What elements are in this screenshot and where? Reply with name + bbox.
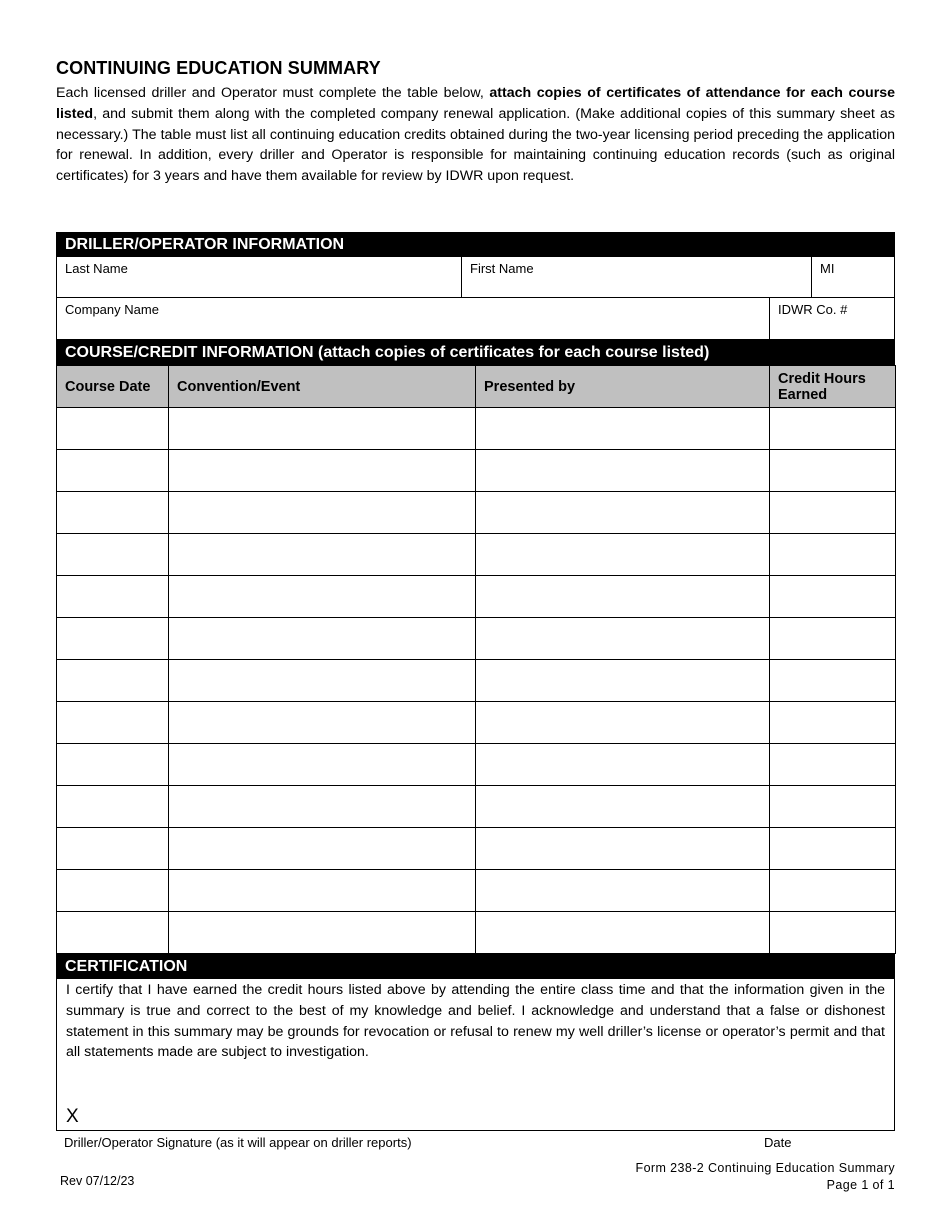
certification-section-header: CERTIFICATION <box>56 954 895 979</box>
certification-box <box>56 979 895 1131</box>
intro-text-1: Each licensed driller and Operator must complete the table below, <box>56 85 490 101</box>
table-row <box>57 492 896 534</box>
first-name-field[interactable] <box>462 257 812 297</box>
presented-by-cell[interactable] <box>476 576 770 618</box>
convention-event-cell[interactable] <box>169 744 476 786</box>
company-name-field[interactable] <box>57 298 770 339</box>
presented-by-cell[interactable] <box>476 702 770 744</box>
course-date-cell[interactable] <box>57 828 169 870</box>
table-row <box>57 786 896 828</box>
convention-event-cell[interactable] <box>169 492 476 534</box>
presented-by-cell[interactable] <box>476 828 770 870</box>
convention-event-cell[interactable] <box>169 660 476 702</box>
last-name-label: Last Name <box>65 261 128 276</box>
table-row <box>57 660 896 702</box>
presented-by-cell[interactable] <box>476 534 770 576</box>
driller-info-box <box>56 257 895 340</box>
convention-event-cell[interactable] <box>169 408 476 450</box>
idwr-co-label: IDWR Co. # <box>778 302 848 317</box>
course-date-cell[interactable] <box>57 450 169 492</box>
idwr-co-field[interactable] <box>770 298 894 339</box>
presented-by-cell[interactable] <box>476 744 770 786</box>
course-date-cell[interactable] <box>57 408 169 450</box>
convention-event-cell[interactable] <box>169 912 476 954</box>
presented-by-cell[interactable] <box>476 408 770 450</box>
credit-hours-cell[interactable] <box>770 660 896 702</box>
credit-hours-cell[interactable] <box>770 870 896 912</box>
credit-hours-cell[interactable] <box>770 492 896 534</box>
convention-event-cell[interactable] <box>169 786 476 828</box>
course-table-header <box>57 366 896 408</box>
company-row <box>57 298 894 339</box>
table-row <box>57 408 896 450</box>
credit-hours-header: Credit Hours Earned <box>770 366 896 408</box>
table-row <box>57 702 896 744</box>
date-label: Date <box>764 1135 792 1150</box>
course-date-cell[interactable] <box>57 618 169 660</box>
course-date-cell[interactable] <box>57 660 169 702</box>
course-date-cell[interactable] <box>57 786 169 828</box>
table-row <box>57 870 896 912</box>
last-name-field[interactable] <box>57 257 462 297</box>
convention-event-cell[interactable] <box>169 702 476 744</box>
convention-event-cell[interactable] <box>169 870 476 912</box>
convention-event-cell[interactable] <box>169 534 476 576</box>
signature-row <box>56 1133 895 1155</box>
signature-x-mark: X <box>66 1106 79 1127</box>
course-date-cell[interactable] <box>57 534 169 576</box>
convention-event-cell[interactable] <box>169 828 476 870</box>
credit-hours-cell[interactable] <box>770 618 896 660</box>
presented-by-cell[interactable] <box>476 870 770 912</box>
intro-bold-text: attach copies of certificates of attendance for each course listed <box>56 85 895 122</box>
course-table <box>56 365 896 954</box>
name-row <box>57 257 894 298</box>
credit-hours-cell[interactable] <box>770 408 896 450</box>
table-row <box>57 618 896 660</box>
course-date-cell[interactable] <box>57 576 169 618</box>
table-row <box>57 744 896 786</box>
revision-label: Rev 07/12/23 <box>60 1174 135 1188</box>
course-date-cell[interactable] <box>57 492 169 534</box>
credit-hours-cell[interactable] <box>770 786 896 828</box>
form-page <box>56 58 895 1155</box>
table-row <box>57 534 896 576</box>
presented-by-cell[interactable] <box>476 786 770 828</box>
presented-by-cell[interactable] <box>476 912 770 954</box>
mi-label: MI <box>820 261 835 276</box>
course-date-cell[interactable] <box>57 702 169 744</box>
page-title: CONTINUING EDUCATION SUMMARY <box>56 58 381 78</box>
table-row <box>57 828 896 870</box>
signature-field[interactable] <box>87 1090 774 1130</box>
company-name-label: Company Name <box>65 302 159 317</box>
credit-hours-cell[interactable] <box>770 912 896 954</box>
course-date-cell[interactable] <box>57 744 169 786</box>
convention-event-cell[interactable] <box>169 576 476 618</box>
credit-hours-cell[interactable] <box>770 534 896 576</box>
intro-text-2: , and submit them along with the completed company renewal application. (Make additional copies of this summary sheet as necessary.) The table must list all continuing education credits obtained during the two-year licensing period preceding the application for renewal. In addition, every driller and Operator is responsible for maintaining continuing education records (such as original certificates) for 3 years and have them available for review by IDWR upon request. <box>56 105 895 185</box>
credit-hours-cell[interactable] <box>770 576 896 618</box>
presented-by-cell[interactable] <box>476 618 770 660</box>
convention-event-cell[interactable] <box>169 450 476 492</box>
form-name: Form 238-2 Continuing Education Summary <box>635 1161 895 1175</box>
presented-by-cell[interactable] <box>476 492 770 534</box>
course-table-body <box>57 408 896 954</box>
table-row <box>57 576 896 618</box>
credit-hours-cell[interactable] <box>770 828 896 870</box>
credit-hours-cell[interactable] <box>770 702 896 744</box>
certification-text: I certify that I have earned the credit hours listed above by attending the entire class time and that the information given in the summary is true and correct to the best of my knowledge and belief. I acknowledge and understand that a false or dishonest statement in this summary may be grounds for revocation or refusal to renew my well driller’s license or operator’s permit and that all statements made are subject to investigation. <box>66 982 885 1061</box>
page-number: Page 1 of 1 <box>826 1178 895 1192</box>
course-section-header: COURSE/CREDIT INFORMATION (attach copies of certificates for each course listed) <box>56 340 895 365</box>
credit-hours-cell[interactable] <box>770 450 896 492</box>
credit-hours-cell[interactable] <box>770 744 896 786</box>
course-date-cell[interactable] <box>57 912 169 954</box>
course-date-cell[interactable] <box>57 870 169 912</box>
convention-event-header: Convention/Event <box>169 366 476 408</box>
presented-by-cell[interactable] <box>476 660 770 702</box>
mi-field[interactable] <box>812 257 894 297</box>
signature-label: Driller/Operator Signature (as it will appear on driller reports) <box>64 1135 412 1150</box>
first-name-label: First Name <box>470 261 534 276</box>
convention-event-cell[interactable] <box>169 618 476 660</box>
driller-section-header: DRILLER/OPERATOR INFORMATION <box>56 232 895 257</box>
course-date-header: Course Date <box>57 366 169 408</box>
table-row <box>57 912 896 954</box>
table-row <box>57 450 896 492</box>
presented-by-cell[interactable] <box>476 450 770 492</box>
form-footer <box>636 1160 895 1194</box>
presented-by-header: Presented by <box>476 366 770 408</box>
intro-paragraph <box>56 83 895 232</box>
